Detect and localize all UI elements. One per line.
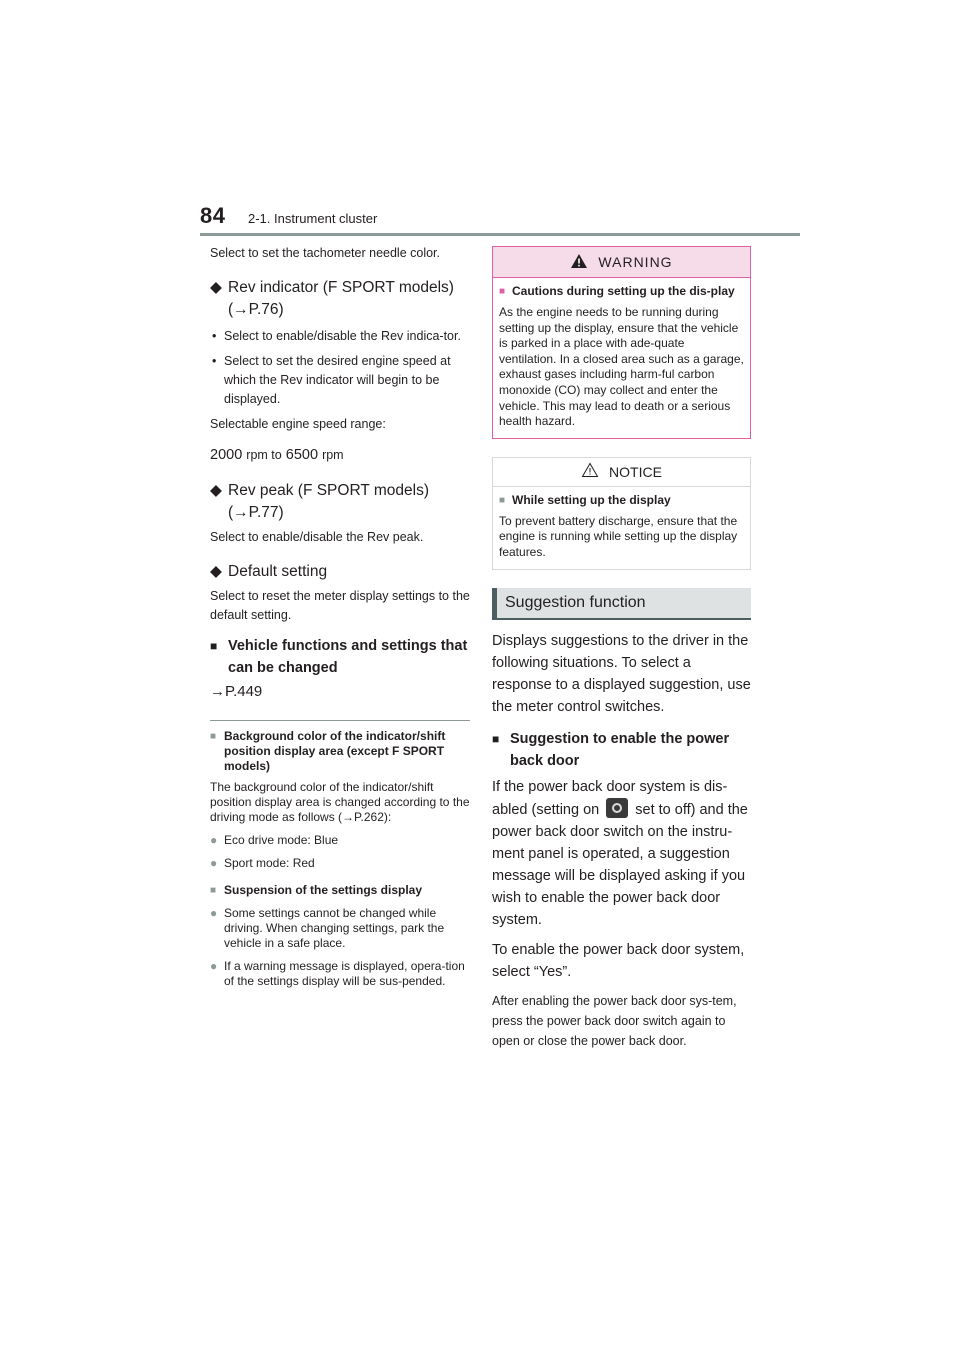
right-column — [492, 246, 751, 1061]
rev-indicator-link[interactable]: (→P.76) — [228, 301, 284, 318]
bg-color-heading: ■ Background color of the indicator/shift position display area (except F SPORT models) — [210, 729, 446, 773]
enable-text: To enable the power back door system, select “Yes”. — [492, 941, 745, 980]
suspension-heading: ■ Suspension of the settings display — [210, 883, 423, 897]
power-door-text: If the power back door system is dis-abled (setting on set to off) and the power back door switch on the instru-ment panel is operated, a suggestion message will be displayed asking if you wish to enable the power back door system. — [492, 778, 748, 928]
diamond-bullet-icon: ◆ — [210, 279, 222, 296]
default-setting-text: Select to reset the meter display settings to the default setting. — [210, 589, 470, 622]
settings-gear-icon — [606, 798, 628, 818]
warning-text: As the engine needs to be running during setting up the display, ensure that the vehicle is parked in a place with ade-quate ventilation. In a closed area such as a garage, exhaust gases including harm-ful carbon monoxide (CO) may collect and enter the vehicle. This may lead to death or a serious health hazard. — [499, 305, 744, 429]
warning-box — [492, 246, 751, 439]
vehicle-functions-link[interactable]: →P.449 — [210, 683, 263, 700]
diamond-bullet-icon: ◆ — [210, 482, 222, 499]
vehicle-functions-heading: ■ Vehicle functions and settings that can be changed — [210, 635, 470, 679]
bg-color-text: The background color of the indicator/shift position display area is changed according to the driving mode as follows (→P.262): — [210, 780, 470, 824]
range-value: 2000 rpm to 6500 rpm — [210, 447, 344, 463]
warning-heading: ■ Cautions during setting up the dis-play — [499, 284, 735, 298]
circle-bullet-icon: ● — [210, 856, 218, 870]
page-number: 84 — [200, 203, 226, 228]
section-title: 2-1. Instrument cluster — [248, 211, 378, 226]
list-item: • Select to set the desired engine speed at which the Rev indicator will begin to be displayed. — [212, 354, 451, 406]
suggestion-intro: Displays suggestions to the driver in the following situations. To select a response to a displayed suggestion, use the meter control switches. — [492, 632, 751, 715]
square-bullet-icon: ■ — [210, 639, 218, 653]
notes-divider — [210, 720, 470, 721]
circle-bullet-icon: ● — [210, 833, 218, 847]
after-enable-text: After enabling the power back door sys-tem, press the power back door switch again to open or close the power back door. — [492, 993, 737, 1048]
list-item: • Select to enable/disable the Rev indica-tor. — [212, 329, 461, 343]
caution-triangle-icon — [581, 462, 599, 481]
header-rule — [200, 233, 800, 236]
rev-peak-text: Select to enable/disable the Rev peak. — [210, 530, 424, 544]
notice-text: To prevent battery discharge, ensure that the engine is running while setting up the display features. — [499, 513, 738, 559]
rev-indicator-heading: ◆ Rev indicator (F SPORT models) (→P.76) — [210, 279, 454, 318]
range-label: Selectable engine speed range: — [210, 417, 386, 431]
page-header — [200, 205, 800, 237]
list-item: ● Sport mode: Red — [210, 856, 315, 870]
warning-triangle-icon — [570, 253, 588, 272]
square-bullet-icon: ■ — [499, 494, 506, 506]
suggestion-function-heading: Suggestion function — [492, 588, 751, 620]
list-item: ● If a warning message is displayed, opera-tion of the settings display will be sus-pended. — [210, 959, 465, 988]
list-item: ● Eco drive mode: Blue — [210, 833, 339, 847]
circle-bullet-icon: ● — [210, 906, 218, 920]
circle-bullet-icon: ● — [210, 959, 218, 973]
notice-heading: ■ While setting up the display — [499, 492, 671, 507]
square-bullet-icon: ■ — [492, 731, 500, 746]
notice-title: NOTICE — [493, 458, 750, 487]
square-bullet-icon: ■ — [210, 731, 217, 742]
power-door-heading: ■ Suggestion to enable the power back door — [492, 728, 751, 772]
square-bullet-icon: ■ — [499, 286, 506, 297]
default-setting-heading: ◆ Default setting — [210, 561, 470, 583]
list-item: ● Some settings cannot be changed while driving. When changing settings, park the vehicle in a safe place. — [210, 906, 445, 950]
square-bullet-icon: ■ — [210, 885, 217, 896]
rev-peak-heading: ◆ Rev peak (F SPORT models) (→P.77) — [210, 482, 429, 521]
tachometer-intro: Select to set the tachometer needle color. — [210, 246, 440, 260]
diamond-bullet-icon: ◆ — [210, 563, 222, 580]
warning-title: WARNING — [493, 247, 750, 278]
rev-peak-link[interactable]: (→P.77) — [228, 504, 284, 521]
notice-box — [492, 457, 751, 570]
left-column — [210, 244, 470, 997]
